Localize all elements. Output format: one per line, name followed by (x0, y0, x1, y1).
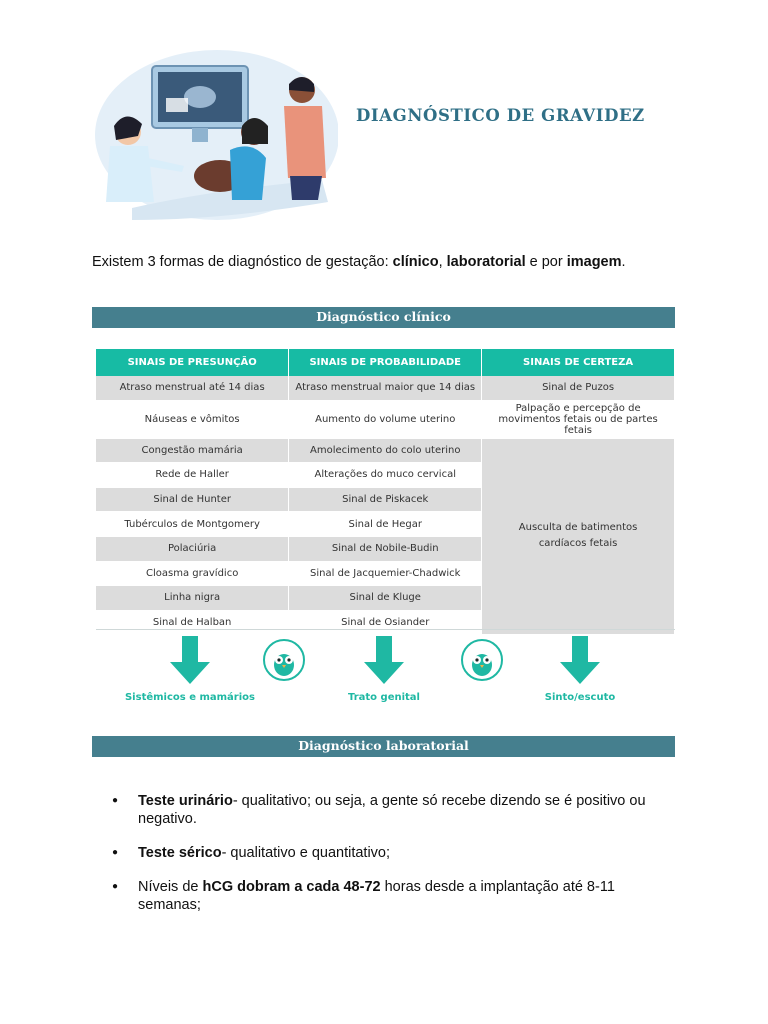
bullet-text: Níveis de (138, 879, 203, 895)
table-cell: Sinal de Nobile-Budin (289, 536, 482, 561)
table-cell: Atraso menstrual maior que 14 dias (289, 376, 482, 400)
table-divider (96, 629, 675, 630)
table-cell: Congestão mamária (96, 438, 289, 463)
bullet-text: horas desde a implantação até 8-11 semanas; (138, 879, 615, 913)
intro-imagem: imagem (566, 254, 622, 270)
intro-sep: , (438, 254, 447, 270)
table-row (96, 376, 675, 400)
down-arrow-icon (558, 636, 602, 684)
lab-bullet-list (112, 792, 672, 914)
table-cell: Sinal de Puzos (482, 376, 675, 400)
document-title: DIAGNÓSTICO DE GRAVIDEZ (356, 106, 645, 125)
table-cell: Sinal de Halban (96, 610, 289, 635)
ultrasound-illustration (92, 40, 338, 220)
arrow-label: Sinto/escuto (544, 692, 616, 703)
down-arrow-icon (362, 636, 406, 684)
header-probabilidade: SINAIS DE PROBABILIDADE (289, 349, 482, 376)
table-cell: Sinal de Kluge (289, 586, 482, 611)
intro-text: Existem 3 formas de diagnóstico de gestação: (92, 254, 393, 270)
arrow-systemic (120, 636, 260, 703)
arrow-genital (314, 636, 454, 703)
table-cell: Sinal de Osiander (289, 610, 482, 635)
table-cell: Palpação e percepção de movimentos fetais ou de partes fetais (482, 400, 675, 438)
arrow-senses (510, 636, 650, 703)
table-cell-merged: Ausculta de batimentos cardíacos fetais (482, 438, 675, 635)
table-cell: Sinal de Piskacek (289, 487, 482, 512)
section-clinical-heading: Diagnóstico clínico (92, 307, 675, 328)
table-cell: Tubérculos de Montgomery (96, 512, 289, 537)
table-cell: Alterações do muco cervical (289, 463, 482, 488)
arrow-label: Trato genital (348, 692, 420, 703)
bullet-bold: Teste sérico (138, 845, 222, 861)
table-cell: Amolecimento do colo uterino (289, 438, 482, 463)
intro-end: . (621, 254, 626, 270)
signs-table (96, 349, 675, 635)
intro-mid: e por (525, 254, 567, 270)
list-item (112, 878, 672, 914)
table-cell: Aumento do volume uterino (289, 400, 482, 438)
bullet-text: - qualitativo e quantitativo; (221, 845, 391, 861)
arrows-row (96, 636, 675, 716)
table-cell: Rede de Haller (96, 463, 289, 488)
header-presuncao: SINAIS DE PRESUNÇÃO (96, 349, 289, 376)
arrow-label: Sistêmicos e mamários (124, 692, 255, 703)
header-certeza: SINAIS DE CERTEZA (482, 349, 675, 376)
section-lab-heading: Diagnóstico laboratorial (92, 736, 675, 757)
table-cell: Linha nigra (96, 586, 289, 611)
owl-logo-icon (460, 638, 504, 682)
list-item (112, 792, 672, 828)
bullet-text: - qualitativo; ou seja, a gente só recebe dizendo se é positivo ou negativo. (138, 793, 646, 827)
table-row (96, 400, 675, 438)
bullet-bold: hCG dobram a cada 48-72 (202, 879, 381, 895)
table-cell: Sinal de Hegar (289, 512, 482, 537)
table-header-row (96, 349, 675, 376)
table-cell: Sinal de Hunter (96, 487, 289, 512)
table-cell: Cloasma gravídico (96, 561, 289, 586)
bullet-bold: Teste urinário (138, 793, 233, 809)
intro-laboratorial: laboratorial (446, 254, 526, 270)
intro-paragraph (92, 254, 626, 270)
down-arrow-icon (168, 636, 212, 684)
table-cell: Atraso menstrual até 14 dias (96, 376, 289, 400)
table-cell: Sinal de Jacquemier-Chadwick (289, 561, 482, 586)
list-item (112, 844, 672, 862)
table-row (96, 438, 675, 463)
table-cell: Náuseas e vômitos (96, 400, 289, 438)
table-cell: Polaciúria (96, 536, 289, 561)
owl-logo-icon (262, 638, 306, 682)
intro-clinico: clínico (392, 254, 439, 270)
